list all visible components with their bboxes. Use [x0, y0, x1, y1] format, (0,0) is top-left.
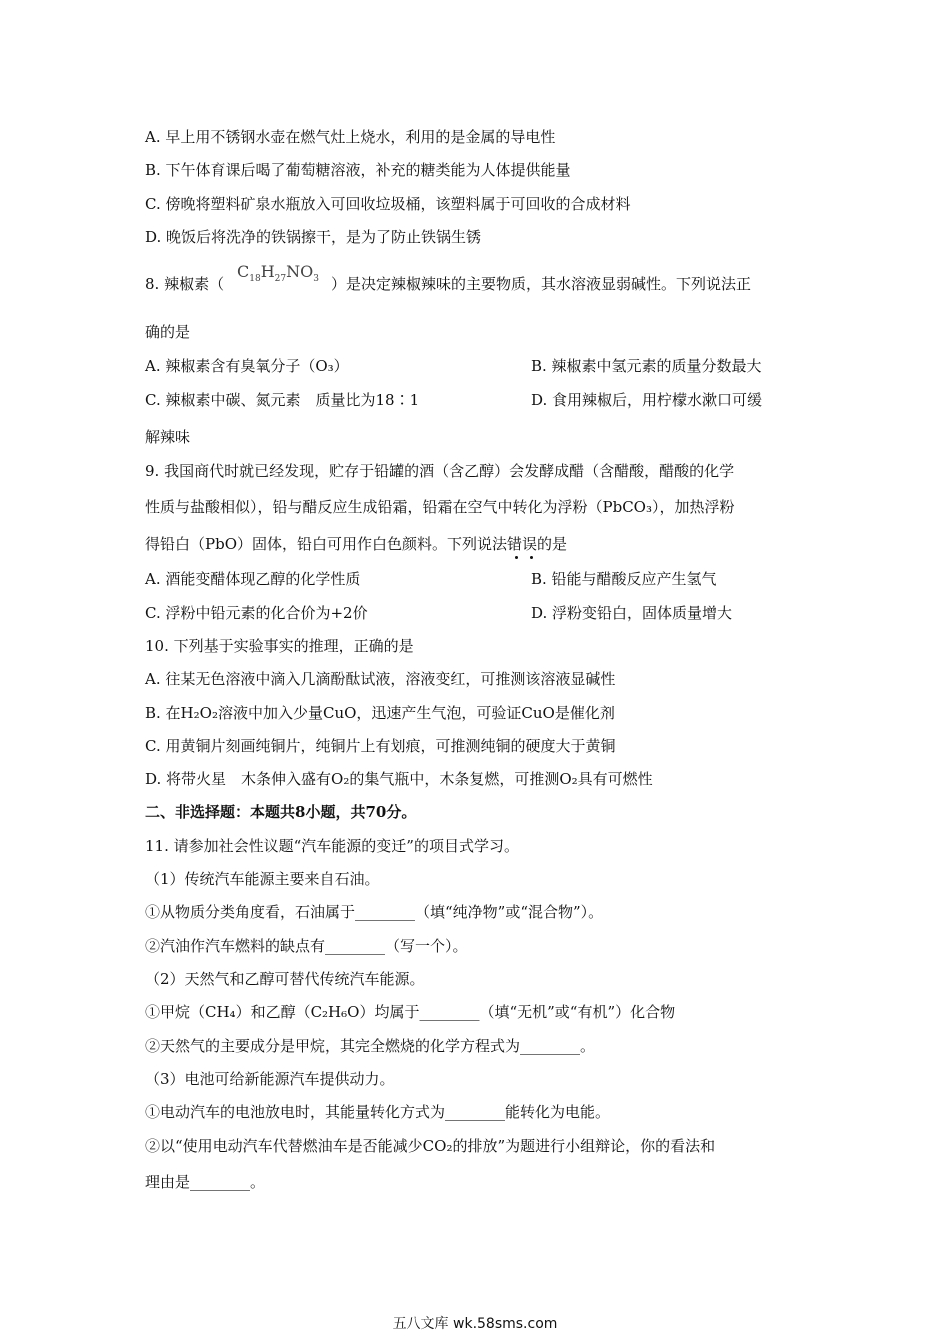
q10-option-c: C. 用黄铜片刻画纯铜片，纯铜片上有划痕，可推测纯铜的硬度大于黄铜	[145, 737, 616, 755]
q8-option-a: A. 辣椒素含有臭氧分子（O₃）	[145, 357, 349, 375]
q9-option-d: D. 浮粉变铅白，固体质量增大	[531, 604, 733, 622]
q7-option-c: C. 傍晚将塑料矿泉水瓶放入可回收垃圾桶，该塑料属于可回收的合成材料	[145, 195, 631, 213]
q7-option-b: B. 下午体育课后喝了葡萄糖溶液，补充的糖类能为人体提供能量	[145, 161, 571, 179]
q11-part3-b-cont: 理由是________。	[145, 1173, 266, 1191]
q11-part1: （1）传统汽车能源主要来自石油。	[145, 870, 380, 888]
q10-stem: 10. 下列基于实验事实的推理，正确的是	[145, 637, 414, 655]
q11-stem: 11. 请参加社会性议题“汽车能源的变迁”的项目式学习。	[145, 837, 519, 855]
q9-option-a: A. 酒能变醋体现乙醇的化学性质	[145, 570, 361, 588]
q11-part3-b: ②以“使用电动汽车代替燃油车是否能减少CO₂的排放”为题进行小组辩论，你的看法和	[145, 1137, 716, 1155]
q11-part2-b: ②天然气的主要成分是甲烷，其完全燃烧的化学方程式为________。	[145, 1037, 596, 1055]
q9-stem-3: 得铅白（PbO）固体，铅白可用作白色颜料。下列说法错误的是	[145, 535, 567, 553]
q11-part2: （2）天然气和乙醇可替代传统汽车能源。	[145, 970, 425, 988]
q11-part3: （3）电池可给新能源汽车提供动力。	[145, 1070, 395, 1088]
q8-stem-suffix: ）是决定辣椒辣味的主要物质，其水溶液显弱碱性。下列说法正	[331, 275, 752, 293]
q9-option-c: C. 浮粉中铅元素的化合价为+2价	[145, 604, 368, 622]
q9-stem-1: 9. 我国商代时就已经发现，贮存于铅罐的酒（含乙醇）会发酵成醋（含醋酸，醋酸的化学	[145, 462, 735, 480]
q11-part3-a: ①电动汽车的电池放电时，其能量转化方式为________能转化为电能。	[145, 1103, 611, 1121]
emphasis-dot	[515, 556, 518, 559]
q7-option-a: A. 早上用不锈钢水壶在燃气灶上烧水，利用的是金属的导电性	[145, 128, 556, 146]
q8-option-c: C. 辣椒素中碳、氮元素 质量比为18∶1	[145, 391, 420, 409]
q11-part2-a: ①甲烷（CH₄）和乙醇（C₂H₆O）均属于________（填“无机”或“有机”）化合物	[145, 1003, 676, 1021]
q8-stem-cont: 确的是	[145, 323, 191, 341]
q8-option-d-cont: 解辣味	[145, 428, 191, 446]
footer-watermark: 五八文库 wk.58sms.com	[392, 1316, 558, 1332]
q10-option-d: D. 将带火星 木条伸入盛有O₂的集气瓶中，木条复燃，可推测O₂具有可燃性	[145, 770, 653, 788]
q8-formula: $C_{18}H_{27}NO_3$	[237, 262, 319, 285]
q8-stem-prefix: 8. 辣椒素（	[145, 275, 225, 293]
section-heading: 二、非选择题：本题共8小题，共70分。	[145, 803, 417, 821]
emphasis-dot	[530, 556, 533, 559]
q10-option-a: A. 往某无色溶液中滴入几滴酚酞试液，溶液变红，可推测该溶液显碱性	[145, 670, 616, 688]
q7-option-d: D. 晚饭后将洗净的铁锅擦干，是为了防止铁锅生锈	[145, 228, 482, 246]
q8-option-d: D. 食用辣椒后，用柠檬水漱口可缓	[531, 391, 763, 409]
q11-part1-b: ②汽油作汽车燃料的缺点有________（写一个）。	[145, 937, 468, 955]
q9-stem-2: 性质与盐酸相似），铅与醋反应生成铅霜，铅霜在空气中转化为浮粉（PbCO₃），加热浮粉	[145, 498, 735, 516]
q8-option-b: B. 辣椒素中氢元素的质量分数最大	[531, 357, 762, 375]
q9-option-b: B. 铅能与醋酸反应产生氢气	[531, 570, 717, 588]
q10-option-b: B. 在H₂O₂溶液中加入少量CuO，迅速产生气泡，可验证CuO是催化剂	[145, 704, 615, 722]
q11-part1-a: ①从物质分类角度看，石油属于________（填“纯净物”或“混合物”）。	[145, 903, 604, 921]
